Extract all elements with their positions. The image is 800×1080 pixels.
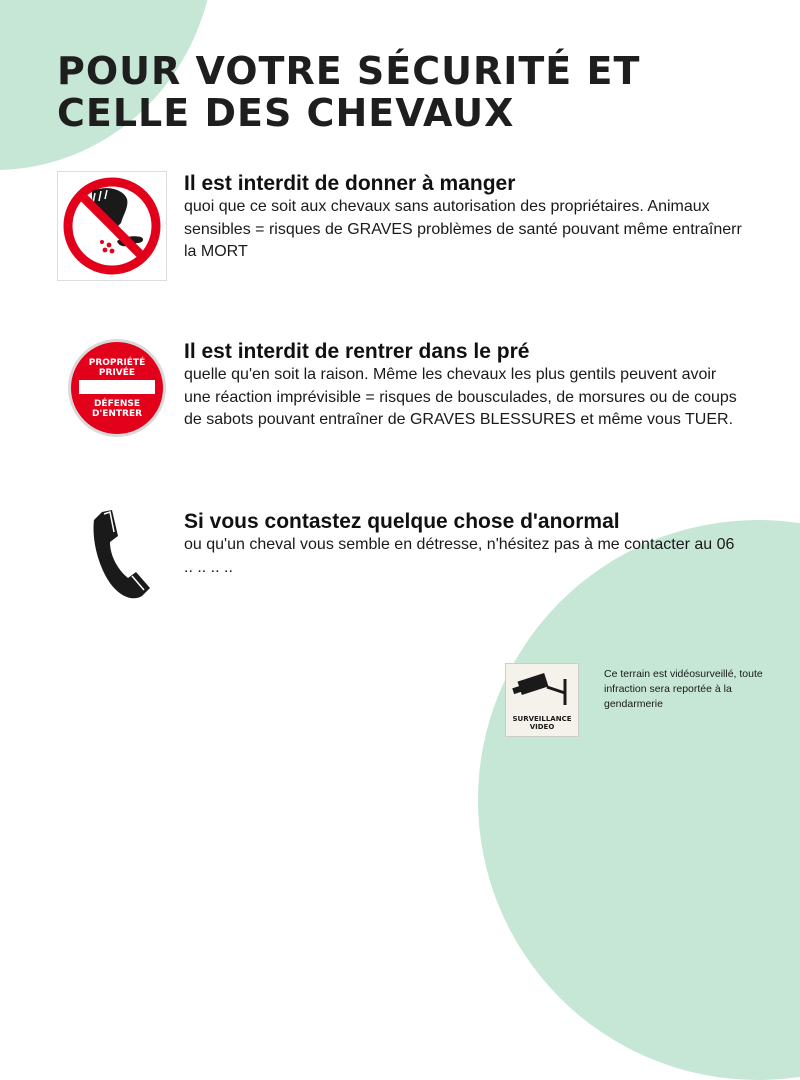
no-feeding-icon	[57, 171, 167, 281]
surveillance-camera-icon	[505, 663, 579, 737]
private-property-sign-icon	[67, 338, 167, 438]
sign-text-defense: DÉFENSE	[93, 399, 141, 409]
sign-text-propriete: PROPRIÉTÉ	[88, 358, 146, 368]
camera-sign-line-1: SURVEILLANCE	[512, 715, 572, 723]
rule-no-entry	[184, 339, 744, 432]
rule-body: quelle qu'en soit la raison. Même les chevaux les plus gentils peuvent avoir une réaction imprévisible = risques de bousculades, de morsures ou de coups de sabots pouvant entraîner de GRAVES BLESSURES et même vous TUER.	[184, 366, 737, 428]
rule-heading: Si vous contastez quelque chose d'anormal	[184, 510, 620, 533]
rule-heading: Il est interdit de rentrer dans le pré	[184, 340, 530, 363]
sign-text-dentrer: D'ENTRER	[91, 409, 143, 419]
camera-sign-line-2: VIDEO	[529, 723, 555, 731]
rule-heading: Il est interdit de donner à manger	[184, 172, 516, 195]
phone-icon	[88, 508, 152, 600]
sign-text-privee: PRIVÉE	[98, 368, 136, 378]
surveillance-notice: Ce terrain est vidéosurveillé, toute infraction sera reportée à la gendarmerie	[604, 668, 763, 710]
page-title	[57, 50, 757, 134]
rule-no-feeding	[184, 171, 744, 264]
rule-body: ou qu'un cheval vous semble en détresse, n'hésitez pas à me contacter au 06 .. .. .. ..	[184, 536, 735, 576]
rule-contact	[184, 509, 744, 579]
title-line-1: POUR VOTRE SÉCURITÉ ET	[57, 49, 641, 93]
rule-body: quoi que ce soit aux chevaux sans autorisation des propriétaires. Animaux sensibles = risques de GRAVES problèmes de santé pouvant même entraînerr la MORT	[184, 198, 742, 260]
title-line-2: CELLE DES CHEVAUX	[57, 91, 515, 135]
decorative-circle-bottom-right	[478, 520, 800, 1080]
